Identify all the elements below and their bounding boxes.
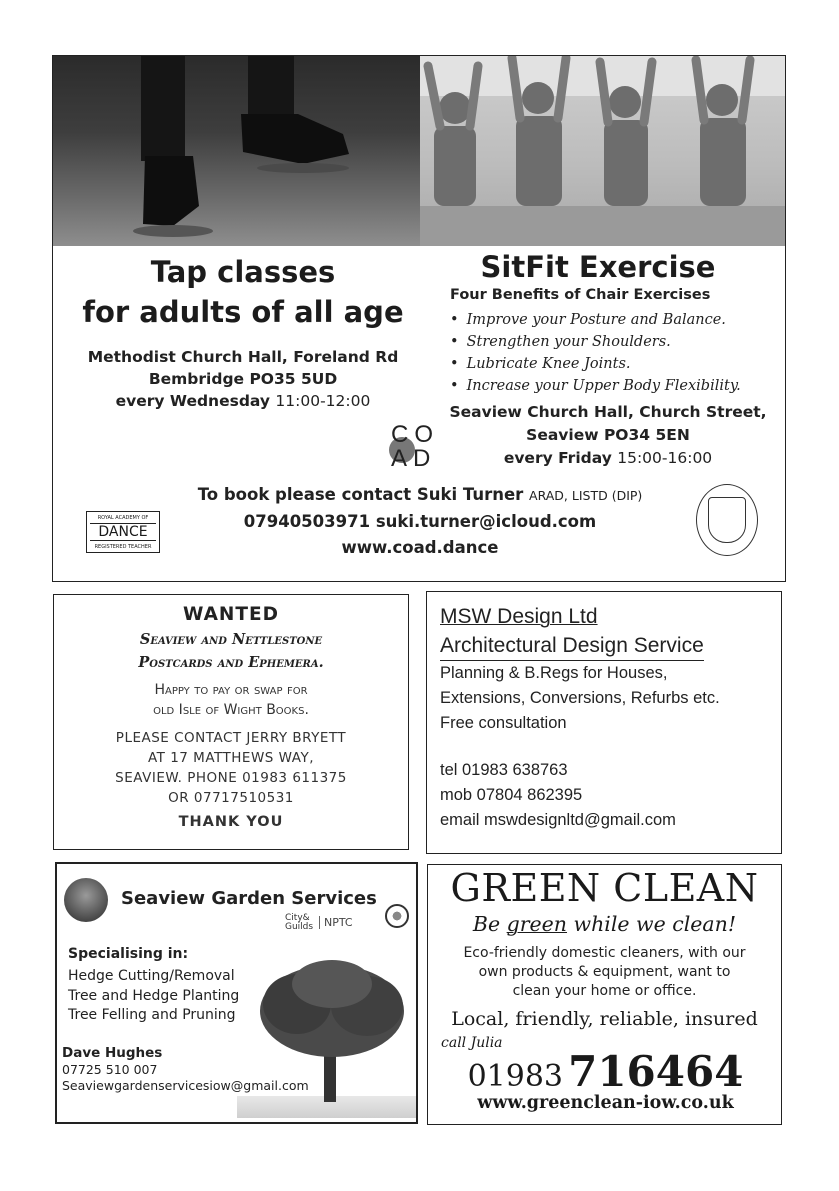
green-clean-title: GREEN CLEAN [450, 866, 759, 910]
coad-logo-bottom: AD [391, 445, 437, 472]
sitfit-venue-line2: Seaview PO34 5EN [526, 426, 690, 444]
garden-services-advert [55, 862, 418, 1124]
sitfit-venue-line1: Seaview Church Hall, Church Street, [449, 403, 767, 421]
msw-title: MSW Design Ltd [440, 605, 598, 628]
msw-mob: mob 07804 862395 [440, 786, 583, 804]
wanted-contact-line4: OR 07717510531 [168, 790, 294, 806]
phone-number: 716464 [568, 1047, 744, 1096]
msw-line1: Planning & B.Regs for Houses, [440, 664, 668, 682]
city-guilds-line2: Guilds [285, 922, 314, 932]
tap-venue [53, 346, 433, 412]
wanted-offer [54, 680, 408, 720]
rad-logo-main: DANCE [90, 523, 156, 541]
garden-email: Seaviewgardenservicesiow@gmail.com [62, 1078, 309, 1093]
sitfit-title: SitFit Exercise [480, 250, 716, 284]
rad-logo-top: ROYAL ACADEMY OF [97, 515, 149, 521]
service-item: Hedge Cutting/Removal [68, 968, 235, 984]
istd-crest-logo [696, 484, 758, 556]
msw-design-advert [426, 591, 782, 854]
msw-tel: tel 01983 638763 [440, 761, 568, 779]
green-clean-phone [428, 1047, 782, 1096]
msw-line2: Extensions, Conversions, Refurbs etc. [440, 689, 720, 707]
green-clean-website: www.greenclean-iow.co.uk [477, 1093, 734, 1113]
tap-title-line2: for adults of all age [82, 295, 404, 329]
booking-lead: To book please contact Suki Turner [197, 485, 524, 504]
sitfit-day: every Friday [503, 449, 612, 467]
city-guilds-line1: City& [285, 913, 310, 923]
tap-classes-title [53, 252, 433, 332]
msw-subtitle: Architectural Design Service [440, 632, 704, 661]
green-clean-slogan [428, 910, 781, 938]
rad-logo [86, 511, 160, 553]
rad-logo-bottom: REGISTERED TEACHER [94, 544, 152, 550]
nptc-logo: NPTC [319, 916, 353, 929]
tap-title-line1: Tap classes [150, 255, 336, 289]
wanted-advert [53, 594, 409, 850]
green-text-line2: own products & equipment, want to [478, 964, 731, 980]
green-clean-tagline: Local, friendly, reliable, insured [451, 1008, 758, 1030]
sitfit-subtitle: Four Benefits of Chair Exercises [450, 287, 711, 303]
green-text-line1: Eco-friendly domestic cleaners, with our [463, 945, 746, 961]
green-clean-advert [427, 864, 782, 1125]
garden-services-list [68, 967, 239, 1026]
booking-phone: 07940503971 [243, 512, 371, 531]
accreditation-badge-icon [385, 904, 409, 928]
msw-email: email mswdesignltd@gmail.com [440, 811, 676, 829]
sitfit-venue [443, 401, 773, 470]
tap-sitfit-advert [52, 55, 786, 582]
booking-email: suki.turner@icloud.com [375, 512, 597, 531]
benefit-item: • Improve your Posture and Balance. [450, 309, 741, 331]
wanted-offer-line1: Happy to pay or swap for [154, 682, 308, 698]
green-clean-description [428, 944, 781, 1001]
benefit-item: • Strengthen your Shoulders. [450, 331, 741, 353]
tap-time: 11:00-12:00 [275, 392, 371, 410]
wanted-subtitle-line2: Postcards and Ephemera. [138, 654, 324, 671]
phone-area-code: 01983 [467, 1059, 563, 1094]
tap-venue-line2: Bembridge PO35 5UD [148, 370, 338, 388]
coad-logo-top: CO [391, 421, 439, 448]
wanted-title: WANTED [183, 604, 279, 625]
wanted-contact-line3: SEAVIEW. PHONE 01983 611375 [115, 770, 347, 786]
garden-logo-icon [64, 878, 108, 922]
wanted-subtitle [54, 628, 408, 674]
booking-credentials: ARAD, LISTD (DIP) [529, 488, 643, 503]
booking-website: www.coad.dance [341, 538, 499, 557]
seniors-chair-exercise-photo [420, 56, 786, 246]
garden-specialising: Specialising in: [68, 946, 189, 962]
green-text-line3: clean your home or office. [512, 983, 697, 999]
benefit-item: • Lubricate Knee Joints. [450, 353, 741, 375]
garden-phone: 07725 510 007 [62, 1062, 158, 1077]
istd-crest-shield-icon [708, 497, 746, 543]
slogan-post: while we clean! [567, 912, 737, 936]
service-item: Tree Felling and Pruning [68, 1007, 236, 1023]
sitfit-time: 15:00-16:00 [617, 449, 713, 467]
green-clean-call: call Julia [441, 1035, 503, 1051]
wanted-contact [54, 728, 408, 808]
garden-title: Seaview Garden Services [121, 888, 377, 909]
tap-venue-line1: Methodist Church Hall, Foreland Rd [87, 348, 399, 366]
wanted-offer-line2: old Isle of Wight Books. [153, 702, 309, 718]
wanted-thanks: THANK YOU [178, 814, 284, 830]
slogan-pre: Be [472, 912, 507, 936]
tap-dance-photo [53, 56, 420, 246]
tap-day: every Wednesday [115, 392, 271, 410]
wanted-contact-line2: AT 17 MATTHEWS WAY, [147, 750, 314, 766]
msw-line3: Free consultation [440, 714, 567, 732]
garden-contact-name: Dave Hughes [62, 1045, 163, 1061]
sitfit-benefits-list [450, 309, 741, 397]
booking-info [53, 482, 786, 561]
wanted-contact-line1: PLEASE CONTACT JERRY BRYETT [115, 730, 347, 746]
wanted-subtitle-line1: Seaview and Nettlestone [139, 631, 323, 648]
city-guilds-logo [285, 914, 313, 932]
benefit-item: • Increase your Upper Body Flexibility. [450, 375, 741, 397]
coad-logo [387, 423, 439, 475]
service-item: Tree and Hedge Planting [68, 987, 240, 1004]
slogan-green: green [506, 912, 568, 936]
